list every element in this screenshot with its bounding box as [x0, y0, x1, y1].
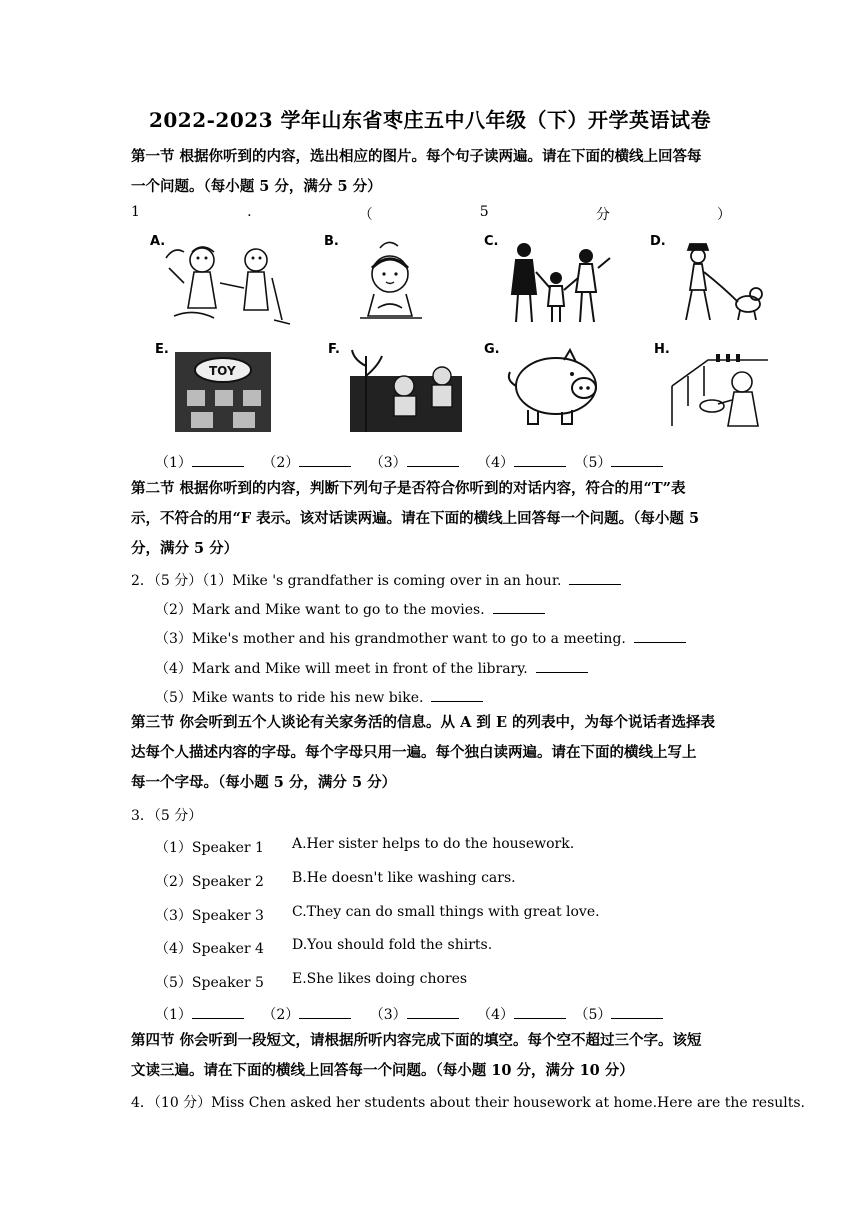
- picture-b: [324, 234, 454, 329]
- q2-item2-text: （2）Mark and Mike want to go to the movies.: [155, 602, 485, 618]
- q2-head-text: 2．（5 分）（1）Mike 's grandfather is coming over in an hour.: [131, 573, 562, 589]
- picture-d-label: D.: [650, 234, 666, 249]
- section2-line3: 分，满分 5 分）: [131, 540, 239, 557]
- q2-item4-text: （4）Mark and Mike will meet in front of the library.: [155, 661, 528, 677]
- picture-h-label: H.: [654, 342, 670, 357]
- section2-line2: 示，不符合的用“F 表示。该对话读两遍。请在下面的横线上回答每一个问题。（每小题 5: [131, 510, 700, 527]
- question3-head: 3．（5 分）: [131, 808, 203, 824]
- girl-cooking-icon: [338, 238, 458, 328]
- children-sweeping-icon: [164, 238, 294, 328]
- question2-item3: [155, 628, 686, 648]
- question2-item1: [131, 570, 621, 590]
- option-e: E.She likes doing chores: [292, 971, 468, 987]
- s3-answer-blank-3[interactable]: [407, 1006, 459, 1019]
- pig-icon: [498, 346, 618, 436]
- option-a: A.Her sister helps to do the housework.: [292, 836, 575, 852]
- s3-answer-blank-2[interactable]: [299, 1006, 351, 1019]
- s3-answer-label-1: （1）: [155, 1007, 192, 1023]
- picture-h: [654, 342, 784, 437]
- section2-line1: 第二节 根据你听到的内容，判断下列句子是否符合你听到的对话内容，符合的用“T”表: [131, 480, 686, 497]
- picture-c-label: C.: [484, 234, 499, 249]
- answer-label-4: （4）: [477, 455, 515, 471]
- question1-header: [131, 204, 731, 224]
- picture-g-label: G.: [484, 342, 500, 357]
- section1-instruction: [131, 142, 731, 202]
- section1-line1: 第一节 根据你听到的内容，选出相应的图片。每个句子读两遍。请在下面的横线上回答每: [131, 148, 702, 165]
- speaker-1: （1）Speaker 1: [155, 840, 264, 856]
- picture-g: [484, 342, 614, 437]
- picture-e: [155, 342, 285, 437]
- q1-paren-open: （: [358, 207, 373, 223]
- picture-f: [328, 342, 458, 437]
- s3-answer-label-5: （5）: [574, 1007, 612, 1023]
- family-walking-icon: [498, 238, 628, 328]
- q1-number: 1: [131, 204, 140, 220]
- section3-line2: 达每个人描述内容的字母。每个字母只用一遍。每个独白读两遍。请在下面的横线上写上: [131, 744, 697, 761]
- girl-washing-dishes-icon: [668, 346, 778, 436]
- question2-item5: [155, 687, 483, 707]
- answer-blank-1[interactable]: [192, 454, 244, 467]
- picture-f-label: F.: [328, 342, 340, 357]
- q2-item3-text: （3）Mike's mother and his grandmother want to go to a meeting.: [155, 631, 626, 647]
- picture-d: [650, 234, 780, 329]
- section4-instruction: [131, 1026, 731, 1086]
- q1-dot: .: [247, 204, 252, 220]
- q2-blank-5[interactable]: [431, 689, 483, 702]
- answer-blank-5[interactable]: [611, 454, 663, 467]
- man-walking-dog-icon: [664, 238, 774, 328]
- toy-shop-icon: [169, 346, 279, 436]
- s3-answer-blank-4[interactable]: [514, 1006, 566, 1019]
- speaker-4: （4）Speaker 4: [155, 941, 264, 957]
- s3-answer-label-3: （3）: [369, 1007, 407, 1023]
- section3-line1: 第三节 你会听到五个人谈论有关家务活的信息。从 A 到 E 的列表中，为每个说话者选择表: [131, 714, 716, 731]
- speaker-5: （5）Speaker 5: [155, 975, 264, 991]
- kids-gardening-icon: [342, 346, 467, 436]
- s3-answer-label-4: （4）: [477, 1007, 515, 1023]
- q2-blank-1[interactable]: [569, 572, 621, 585]
- answer-blank-3[interactable]: [407, 454, 459, 467]
- speaker-3: （3）Speaker 3: [155, 908, 264, 924]
- answer-blank-4[interactable]: [514, 454, 566, 467]
- s3-answer-blank-5[interactable]: [611, 1006, 663, 1019]
- q2-blank-4[interactable]: [536, 660, 588, 673]
- section2-instruction: [131, 474, 731, 564]
- answer-label-3: （3）: [369, 455, 407, 471]
- section3-line3: 每一个字母。（每小题 5 分，满分 5 分）: [131, 774, 397, 791]
- q1-paren-close: ）: [717, 207, 731, 223]
- q1-score: 5: [479, 204, 489, 220]
- section1-line2: 一个问题。（每小题 5 分，满分 5 分）: [131, 178, 382, 195]
- answer-label-2: （2）: [262, 455, 300, 471]
- section4-line2: 文读三遍。请在下面的横线上回答每一个问题。（每小题 10 分，满分 10 分）: [131, 1062, 634, 1079]
- s3-answer-label-2: （2）: [262, 1007, 300, 1023]
- picture-e-label: E.: [155, 342, 169, 357]
- section1-answer-row: [155, 452, 677, 472]
- option-b: B.He doesn't like washing cars.: [292, 870, 516, 886]
- answer-label-1: （1）: [155, 455, 192, 471]
- question2-item2: [155, 599, 545, 619]
- section4-line1: 第四节 你会听到一段短文，请根据所听内容完成下面的填空。每个空不超过三个字。该短: [131, 1032, 702, 1049]
- option-d: D.You should fold the shirts.: [292, 937, 493, 953]
- page-title: 2022-2023 学年山东省枣庄五中八年级（下）开学英语试卷: [148, 108, 712, 132]
- answer-label-5: （5）: [574, 455, 612, 471]
- speaker-2: （2）Speaker 2: [155, 874, 264, 890]
- q2-blank-2[interactable]: [493, 601, 545, 614]
- answer-blank-2[interactable]: [299, 454, 351, 467]
- option-c: C.They can do small things with great love.: [292, 904, 600, 920]
- picture-c: [484, 234, 614, 329]
- svg-text:TOY: TOY: [209, 364, 236, 378]
- q2-blank-3[interactable]: [634, 630, 686, 643]
- question2-item4: [155, 658, 588, 678]
- picture-a-label: A.: [150, 234, 166, 249]
- s3-answer-blank-1[interactable]: [192, 1006, 244, 1019]
- section3-answer-row: [155, 1004, 677, 1024]
- section3-instruction: [131, 708, 731, 798]
- question4-head: 4．（10 分）Miss Chen asked her students about their housework at home.Here are the results.: [131, 1095, 806, 1111]
- q1-unit: 分: [595, 207, 610, 223]
- q2-item5-text: （5）Mike wants to ride his new bike.: [155, 690, 424, 706]
- picture-a: [150, 234, 280, 329]
- picture-b-label: B.: [324, 234, 339, 249]
